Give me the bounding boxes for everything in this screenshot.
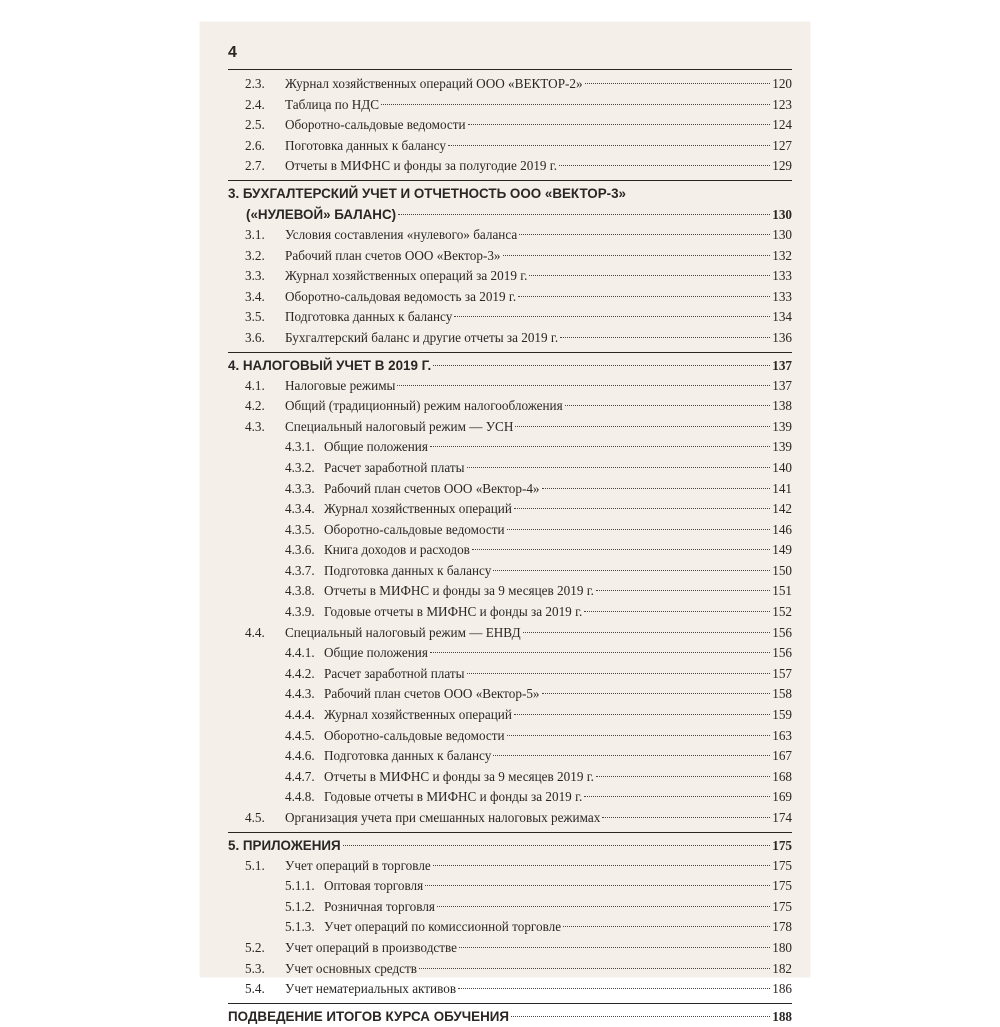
- entry-number: 4.3.5.: [285, 521, 315, 537]
- entry-title: Учет операций по комиссионной торговле: [324, 919, 562, 935]
- entry-title: Расчет заработной платы: [324, 459, 465, 475]
- toc-group: [228, 623, 792, 644]
- toc-entry[interactable]: [228, 705, 792, 726]
- dot-leader: [459, 947, 770, 948]
- entry-title: Журнал хозяйственных операций за 2019 г.: [285, 268, 528, 284]
- dot-leader: [585, 83, 771, 84]
- section-title: 4. НАЛОГОВЫЙ УЧЕТ В 2019 Г.: [228, 357, 432, 373]
- entry-number: 4.2.: [245, 398, 265, 414]
- dot-leader: [397, 385, 770, 386]
- dot-leader: [559, 165, 770, 166]
- toc-group: [228, 856, 792, 877]
- page-ref: 180: [772, 939, 792, 955]
- toc-entry[interactable]: [228, 520, 792, 541]
- entry-title: Оборотно-сальдовая ведомость за 2019 г.: [285, 288, 517, 304]
- table-of-contents: [228, 74, 792, 1027]
- toc-entry[interactable]: [228, 437, 792, 458]
- toc-entry[interactable]: [228, 856, 792, 877]
- entry-title: Оптовая торговля: [324, 878, 424, 894]
- dot-leader: [514, 508, 770, 509]
- page-ref: 140: [772, 459, 792, 475]
- toc-entry[interactable]: [228, 396, 792, 417]
- page-ref: 163: [772, 727, 792, 743]
- page-ref: 149: [772, 542, 792, 558]
- dot-leader: [515, 426, 770, 427]
- toc-entry[interactable]: [228, 417, 792, 438]
- entry-number: 4.4.: [245, 624, 265, 640]
- toc-entry[interactable]: [228, 917, 792, 938]
- page-ref: 146: [772, 521, 792, 537]
- dot-leader: [458, 988, 770, 989]
- entry-number: 4.3.4.: [285, 501, 315, 517]
- page-ref: 175: [772, 878, 792, 894]
- entry-number: 3.5.: [245, 309, 265, 325]
- page-ref: 129: [772, 158, 792, 174]
- dot-leader: [519, 234, 770, 235]
- toc-entry[interactable]: [228, 115, 792, 136]
- dot-leader: [596, 590, 770, 591]
- entry-number: 4.5.: [245, 810, 265, 825]
- toc-section-final: [228, 1003, 792, 1027]
- page-ref: 152: [772, 604, 792, 620]
- dot-leader: [433, 865, 770, 866]
- entry-number: 4.3.2.: [285, 459, 315, 475]
- entry-number: 2.7.: [245, 158, 265, 174]
- page-ref: 156: [772, 645, 792, 661]
- entry-title: Подготовка данных к балансу: [285, 309, 453, 325]
- toc-group: [228, 376, 792, 397]
- entry-number: 5.1.2.: [285, 898, 315, 914]
- entry-title: Отчеты в МИФНС и фонды за полугодие 2019 г.: [285, 158, 558, 174]
- entry-title: Общий (традиционный) режим налогообложения: [285, 398, 563, 414]
- entry-number: 5.1.1.: [285, 878, 315, 894]
- entry-title: Оборотно-сальдовые ведомости: [324, 727, 505, 743]
- page-ref: 134: [772, 309, 792, 325]
- dot-leader: [507, 529, 771, 530]
- toc-entry[interactable]: [228, 897, 792, 918]
- entry-title: Специальный налоговый режим — УСН: [285, 418, 514, 434]
- dot-leader: [514, 714, 770, 715]
- entry-number: 4.4.4.: [285, 707, 315, 723]
- page-number: 4: [228, 44, 237, 61]
- page-ref: 175: [772, 898, 792, 914]
- toc-entry[interactable]: [228, 266, 792, 287]
- toc-entry[interactable]: [228, 808, 792, 829]
- entry-number: 5.3.: [245, 960, 265, 976]
- entry-title: Отчеты в МИФНС и фонды за 9 месяцев 2019 г.: [324, 583, 594, 599]
- page-ref: 159: [772, 707, 792, 723]
- entry-title: Журнал хозяйственных операций: [324, 501, 512, 517]
- entry-title: Рабочий план счетов ООО «Вектор-5»: [324, 686, 540, 702]
- page-ref: 151: [772, 583, 792, 599]
- entry-title: Учет операций в производстве: [285, 939, 458, 955]
- page-ref: 127: [772, 137, 792, 153]
- page-ref: 169: [772, 789, 792, 805]
- toc-entry[interactable]: [228, 767, 792, 788]
- section-heading[interactable]: [228, 183, 792, 204]
- toc-group: [228, 808, 792, 829]
- section-title-continued: («НУЛЕВОЙ» БАЛАНС): [246, 206, 397, 222]
- dot-leader: [467, 467, 771, 468]
- toc-section-5: [228, 832, 792, 1000]
- page-ref: 174: [772, 810, 792, 825]
- toc-entry[interactable]: [228, 938, 792, 959]
- entry-number: 3.2.: [245, 247, 265, 263]
- dot-leader: [468, 124, 771, 125]
- entry-title: Журнал хозяйственных операций: [324, 707, 512, 723]
- page-ref: 132: [772, 247, 792, 263]
- dot-leader: [430, 446, 770, 447]
- entry-title: Учет операций в торговле: [285, 857, 431, 873]
- toc-subgroup: [228, 437, 792, 622]
- page-ref: 156: [772, 624, 792, 640]
- entry-title: Рабочий план счетов ООО «Вектор-3»: [285, 247, 501, 263]
- toc-entry[interactable]: [228, 959, 792, 980]
- toc-entry[interactable]: [228, 746, 792, 767]
- toc-entry[interactable]: [228, 602, 792, 623]
- toc-entry[interactable]: [228, 479, 792, 500]
- entry-title: Оборотно-сальдовые ведомости: [285, 117, 466, 133]
- entry-number: 4.3.3.: [285, 480, 315, 496]
- entry-number: 4.4.8.: [285, 789, 315, 805]
- entry-title: Налоговые режимы: [285, 377, 396, 393]
- entry-title: Годовые отчеты в МИФНС и фонды за 2019 г.: [324, 789, 583, 805]
- page-ref: 123: [772, 96, 792, 112]
- toc-entry[interactable]: [228, 876, 792, 897]
- section-heading[interactable]: [228, 355, 792, 376]
- toc-section-3: [228, 180, 792, 349]
- page-ref: 150: [772, 562, 792, 578]
- toc-subgroup: [228, 876, 792, 938]
- dot-leader: [433, 365, 770, 366]
- dot-leader: [563, 926, 770, 927]
- dot-leader: [381, 104, 770, 105]
- entry-title: Рабочий план счетов ООО «Вектор-4»: [324, 480, 540, 496]
- page-ref: 136: [772, 329, 792, 345]
- entry-number: 4.3.1.: [285, 439, 315, 455]
- book-page: [200, 22, 810, 1024]
- dot-leader: [542, 693, 771, 694]
- page-ref: 167: [772, 748, 792, 764]
- toc-entry[interactable]: [228, 376, 792, 397]
- dot-leader: [565, 405, 771, 406]
- entry-title: Учет основных средств: [285, 960, 418, 976]
- toc-entry[interactable]: [228, 136, 792, 157]
- dot-leader: [602, 817, 770, 818]
- dot-leader: [448, 145, 770, 146]
- page-ref: 186: [772, 981, 792, 997]
- page-ref: 139: [772, 439, 792, 455]
- dot-leader: [472, 549, 770, 550]
- entry-number: 4.3.8.: [285, 583, 315, 599]
- entry-number: 5.1.: [245, 857, 265, 873]
- entry-number: 2.6.: [245, 137, 265, 153]
- entry-title: Таблица по НДС: [285, 96, 380, 112]
- entry-title: Годовые отчеты в МИФНС и фонды за 2019 г.: [324, 604, 583, 620]
- entry-number: 3.3.: [245, 268, 265, 284]
- entry-number: 4.4.2.: [285, 665, 315, 681]
- entry-number: 3.1.: [245, 226, 265, 242]
- dot-leader: [343, 845, 771, 846]
- entry-title: Отчеты в МИФНС и фонды за 9 месяцев 2019 г.: [324, 768, 594, 784]
- toc-entry[interactable]: [228, 74, 792, 95]
- entry-title: Розничная торговля: [324, 898, 435, 914]
- page-ref: 124: [772, 117, 792, 133]
- entry-number: 4.3.: [245, 418, 265, 434]
- section-title: ПОДВЕДЕНИЕ ИТОГОВ КУРСА ОБУЧЕНИЯ: [228, 1008, 509, 1024]
- entry-number: 2.5.: [245, 117, 265, 133]
- entry-title: Журнал хозяйственных операций ООО «ВЕКТОР-2»: [285, 76, 583, 91]
- page-ref: 168: [772, 768, 792, 784]
- dot-leader: [503, 255, 771, 256]
- toc-entry[interactable]: [228, 328, 792, 349]
- entry-number: 4.1.: [245, 377, 265, 393]
- dot-leader: [467, 673, 771, 674]
- section-title: 3. БУХГАЛТЕРСКИЙ УЧЕТ И ОТЧЕТНОСТЬ ООО «ВЕКТОР-3»: [228, 185, 626, 201]
- dot-leader: [542, 488, 771, 489]
- dot-leader: [529, 275, 770, 276]
- toc-entry[interactable]: [228, 561, 792, 582]
- page-ref: 120: [772, 76, 792, 91]
- toc-entry[interactable]: [228, 307, 792, 328]
- toc-entry[interactable]: [228, 623, 792, 644]
- page-ref: 133: [772, 288, 792, 304]
- page-ref: 157: [772, 665, 792, 681]
- toc-entry[interactable]: [228, 156, 792, 177]
- section-title: 5. ПРИЛОЖЕНИЯ: [228, 837, 341, 853]
- page-ref: 137: [772, 377, 792, 393]
- entry-title: Специальный налоговый режим — ЕНВД: [285, 624, 521, 640]
- dot-leader: [437, 906, 770, 907]
- entry-title: Книга доходов и расходов: [324, 542, 470, 558]
- page-ref: 182: [772, 960, 792, 976]
- toc-entry[interactable]: [228, 726, 792, 747]
- dot-leader: [493, 755, 770, 756]
- page-ref: 142: [772, 501, 792, 517]
- dot-leader: [425, 885, 770, 886]
- entry-title: Общие положения: [324, 645, 428, 661]
- toc-group: [228, 938, 792, 1000]
- entry-number: 5.1.3.: [285, 919, 315, 935]
- entry-number: 4.4.3.: [285, 686, 315, 702]
- dot-leader: [398, 214, 770, 215]
- page-ref: 138: [772, 398, 792, 414]
- entry-number: 3.6.: [245, 329, 265, 345]
- dot-leader: [454, 316, 770, 317]
- dot-leader: [584, 611, 770, 612]
- entry-title: Оборотно-сальдовые ведомости: [324, 521, 505, 537]
- toc-entry[interactable]: [228, 684, 792, 705]
- dot-leader: [419, 968, 770, 969]
- entry-number: 5.4.: [245, 981, 265, 997]
- toc-entry[interactable]: [228, 540, 792, 561]
- top-rule: [228, 69, 792, 70]
- section-heading[interactable]: [228, 1006, 792, 1027]
- entry-number: 4.4.7.: [285, 768, 315, 784]
- toc-group-2: [228, 74, 792, 177]
- entry-title: Подготовка данных к балансу: [324, 562, 492, 578]
- toc-entry[interactable]: [228, 643, 792, 664]
- page-ref: 175: [772, 857, 792, 873]
- toc-group: [228, 396, 792, 417]
- page-ref: 141: [772, 480, 792, 496]
- page-ref: 130: [772, 226, 792, 242]
- entry-title: Подготовка данных к балансу: [324, 748, 492, 764]
- page-ref: 139: [772, 418, 792, 434]
- toc-group: [228, 417, 792, 438]
- toc-section-4: [228, 352, 792, 829]
- toc-entry[interactable]: [228, 979, 792, 1000]
- entry-title: Организация учета при смешанных налоговых режимах: [285, 810, 601, 825]
- entry-title: Учет нематериальных активов: [285, 981, 457, 997]
- toc-entry[interactable]: [228, 581, 792, 602]
- toc-entry[interactable]: [228, 499, 792, 520]
- dot-leader: [511, 1016, 770, 1017]
- entry-number: 4.3.6.: [285, 542, 315, 558]
- page-ref: 175: [772, 837, 792, 853]
- entry-number: 3.4.: [245, 288, 265, 304]
- entry-title: Расчет заработной платы: [324, 665, 465, 681]
- entry-number: 5.2.: [245, 939, 265, 955]
- page-ref: 158: [772, 686, 792, 702]
- toc-entry[interactable]: [228, 95, 792, 116]
- dot-leader: [523, 632, 771, 633]
- toc-entry[interactable]: [228, 225, 792, 246]
- toc-entry[interactable]: [228, 458, 792, 479]
- entry-title: Общие положения: [324, 439, 428, 455]
- dot-leader: [596, 776, 770, 777]
- section-heading-continued[interactable]: [228, 204, 792, 225]
- dot-leader: [430, 652, 770, 653]
- entry-number: 2.4.: [245, 96, 265, 112]
- toc-entry[interactable]: [228, 664, 792, 685]
- entry-number: 4.4.6.: [285, 748, 315, 764]
- dot-leader: [518, 296, 770, 297]
- dot-leader: [507, 735, 771, 736]
- page-ref: 130: [772, 206, 792, 222]
- entry-title: Условия составления «нулевого» баланса: [285, 226, 518, 242]
- page-ref: 178: [772, 919, 792, 935]
- entry-number: 4.3.9.: [285, 604, 315, 620]
- entry-number: 4.4.5.: [285, 727, 315, 743]
- section-heading[interactable]: [228, 835, 792, 856]
- dot-leader: [493, 570, 770, 571]
- entry-number: 2.3.: [245, 76, 265, 91]
- entry-number: 4.3.7.: [285, 562, 315, 578]
- toc-entry[interactable]: [228, 287, 792, 308]
- toc-entry[interactable]: [228, 246, 792, 267]
- dot-leader: [560, 337, 770, 338]
- dot-leader: [584, 796, 770, 797]
- page-ref: 188: [772, 1008, 792, 1024]
- page-ref: 133: [772, 268, 792, 284]
- entry-title: Бухгалтерский баланс и другие отчеты за 2019 г.: [285, 329, 559, 345]
- toc-subgroup: [228, 643, 792, 808]
- entry-title: Поготовка данных к балансу: [285, 137, 446, 153]
- toc-entry[interactable]: [228, 787, 792, 808]
- page-ref: 137: [772, 357, 792, 373]
- toc-group-3: [228, 225, 792, 349]
- entry-number: 4.4.1.: [285, 645, 315, 661]
